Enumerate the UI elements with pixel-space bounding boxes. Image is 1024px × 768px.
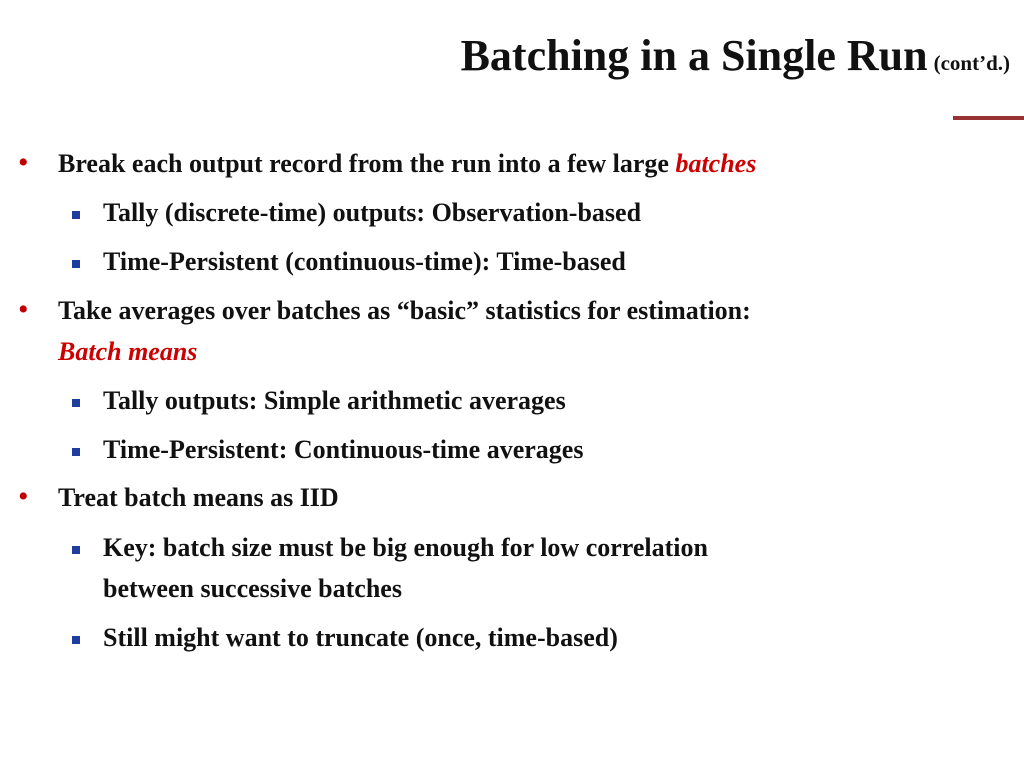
bullet-text [58,148,756,180]
bullet-marker: • [18,480,29,513]
sub-bullet-text: Time-Persistent (continuous-time): Time-based [103,247,626,276]
sub-bullet-marker [72,448,80,456]
slide-title-main: Batching in a Single Run [460,31,928,80]
slide-title-suffix: (cont’d.) [933,51,1010,75]
bullet-marker: • [18,146,29,179]
bullet-text: Treat batch means as IID [58,483,339,512]
sub-bullet-text: Key: batch size must be big enough for low correlation [103,533,708,562]
sub-bullet-marker [72,260,80,268]
bullet-marker: • [18,293,29,326]
bullet-text-main: Break each output record from the run into a few large [58,149,676,178]
bullet-text: Take averages over batches as “basic” statistics for estimation: [58,296,751,325]
bullet-emphasis: Batch means [58,337,198,366]
sub-bullet-text: Tally outputs: Simple arithmetic averages [103,386,566,415]
bullet-emphasis: batches [675,149,757,178]
sub-bullet-marker [72,399,80,407]
sub-bullet-marker [72,546,80,554]
sub-bullet-text-continued: between successive batches [103,574,402,603]
sub-bullet-marker [72,636,80,644]
sub-bullet-marker [72,211,80,219]
sub-bullet-text: Tally (discrete-time) outputs: Observation-based [103,198,642,227]
sub-bullet-text: Still might want to truncate (once, time-based) [103,623,618,652]
sub-bullet-text: Time-Persistent: Continuous-time averages [103,435,584,464]
